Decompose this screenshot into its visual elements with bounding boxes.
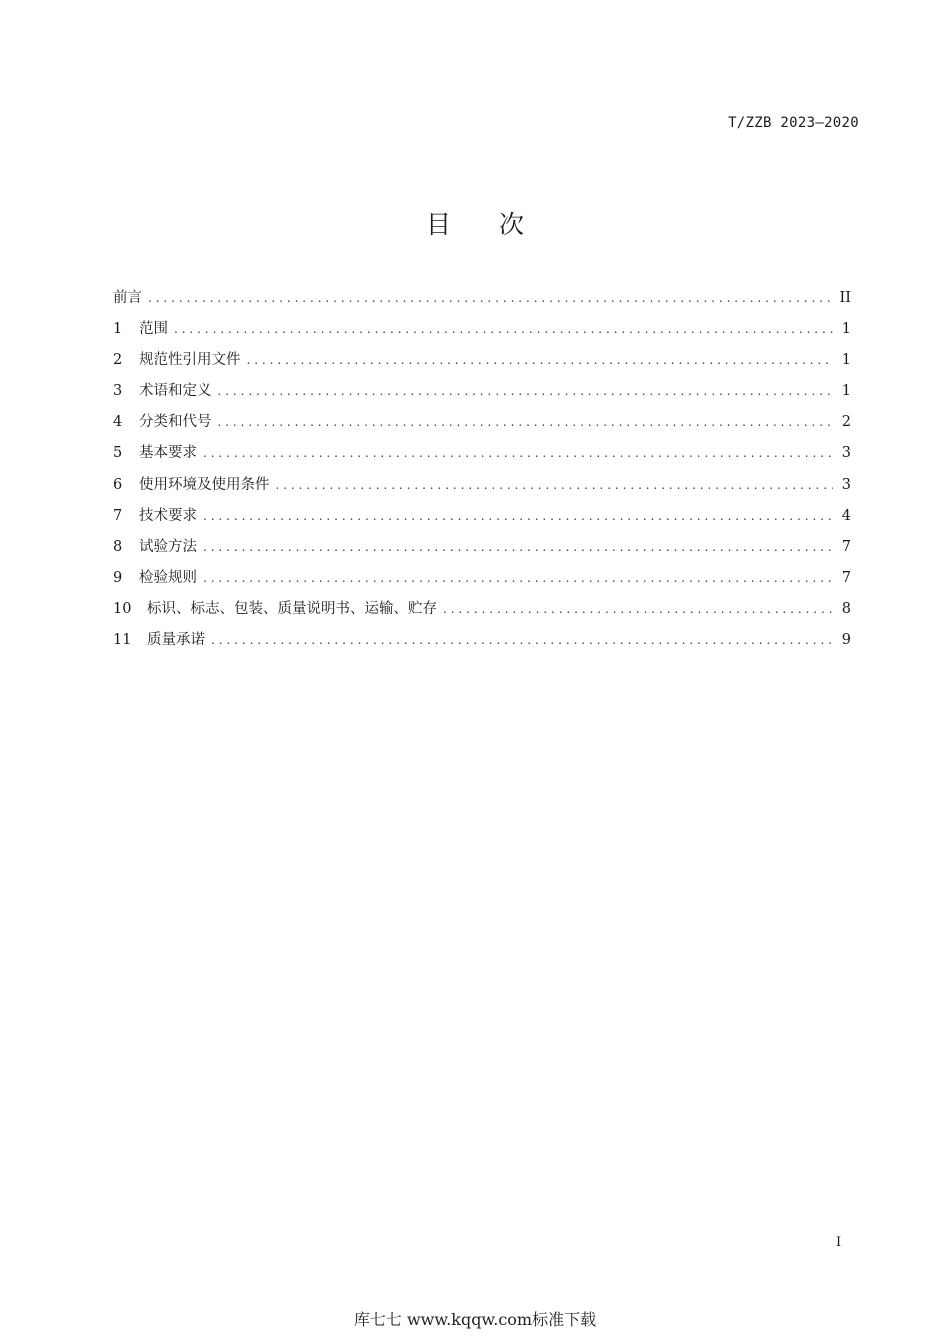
- toc-leader-dots: [443, 597, 833, 621]
- toc-entry-page: 3: [841, 476, 851, 493]
- toc-entry-10[interactable]: [113, 597, 851, 628]
- toc-entry-page: 2: [841, 414, 851, 431]
- toc-leader-dots: [148, 286, 833, 310]
- page-number: I: [836, 1235, 842, 1250]
- toc-entry-number: 7: [113, 507, 123, 524]
- toc-leader-dots: [276, 473, 834, 497]
- toc-list: [113, 286, 851, 659]
- toc-entry-page: II: [839, 290, 851, 306]
- toc-entry-page: 8: [841, 600, 851, 617]
- toc-entry-number: 5: [113, 445, 123, 462]
- toc-entry-number: 6: [113, 476, 123, 493]
- toc-entry-page: 1: [841, 321, 851, 338]
- toc-entry-5[interactable]: [113, 441, 851, 472]
- toc-leader-dots: [247, 348, 834, 372]
- toc-entry-page: 7: [841, 569, 851, 586]
- toc-entry-page: 1: [841, 352, 851, 369]
- toc-entry-page: 3: [841, 445, 851, 462]
- toc-title-part1: 目: [425, 210, 451, 239]
- toc-leader-dots: [218, 410, 834, 434]
- toc-entry-page: 1: [841, 383, 851, 400]
- toc-entry-number: 4: [113, 414, 123, 431]
- toc-entry-2[interactable]: [113, 348, 851, 379]
- toc-entry-7[interactable]: [113, 504, 851, 535]
- toc-entry-label: 使用环境及使用条件: [139, 476, 270, 493]
- toc-entry-11[interactable]: [113, 628, 851, 659]
- toc-entry-4[interactable]: [113, 410, 851, 441]
- toc-entry-label: 术语和定义: [139, 383, 212, 400]
- toc-entry-label: 前言: [113, 290, 142, 306]
- toc-entry-page: 9: [841, 632, 851, 649]
- toc-leader-dots: [203, 504, 833, 528]
- toc-entry-6[interactable]: [113, 473, 851, 504]
- toc-entry-1[interactable]: [113, 317, 851, 348]
- toc-entry-number: 11: [113, 632, 132, 649]
- toc-entry-page: 4: [841, 507, 851, 524]
- standard-code: T/ZZB 2023—2020: [728, 115, 859, 131]
- toc-entry-foreword[interactable]: [113, 286, 851, 317]
- toc-leader-dots: [174, 317, 833, 341]
- toc-entry-label: 基本要求: [139, 445, 197, 462]
- toc-entry-label: 技术要求: [139, 507, 197, 524]
- toc-entry-label: 规范性引用文件: [139, 352, 241, 369]
- toc-entry-label: 范围: [139, 321, 168, 338]
- toc-entry-label: 试验方法: [139, 538, 197, 555]
- toc-title: [0, 205, 950, 241]
- toc-leader-dots: [218, 379, 834, 403]
- toc-entry-number: 2: [113, 352, 123, 369]
- toc-leader-dots: [203, 566, 833, 590]
- toc-leader-dots: [203, 441, 833, 465]
- toc-leader-dots: [203, 535, 833, 559]
- toc-entry-8[interactable]: [113, 535, 851, 566]
- watermark-text: 库七七 www.kqqw.com标准下载: [353, 1310, 597, 1329]
- toc-entry-label: 分类和代号: [139, 414, 212, 431]
- toc-entry-3[interactable]: [113, 379, 851, 410]
- toc-entry-number: 8: [113, 538, 123, 555]
- toc-entry-9[interactable]: [113, 566, 851, 597]
- toc-entry-number: 10: [113, 600, 132, 617]
- toc-entry-number: 9: [113, 569, 123, 586]
- toc-entry-label: 检验规则: [139, 569, 197, 586]
- toc-entry-number: 1: [113, 321, 123, 338]
- toc-entry-label: 标识、标志、包装、质量说明书、运输、贮存: [147, 600, 437, 617]
- toc-entry-page: 7: [841, 538, 851, 555]
- toc-entry-label: 质量承诺: [147, 632, 205, 649]
- toc-leader-dots: [211, 628, 833, 652]
- toc-entry-number: 3: [113, 383, 123, 400]
- toc-title-part2: 次: [499, 210, 525, 239]
